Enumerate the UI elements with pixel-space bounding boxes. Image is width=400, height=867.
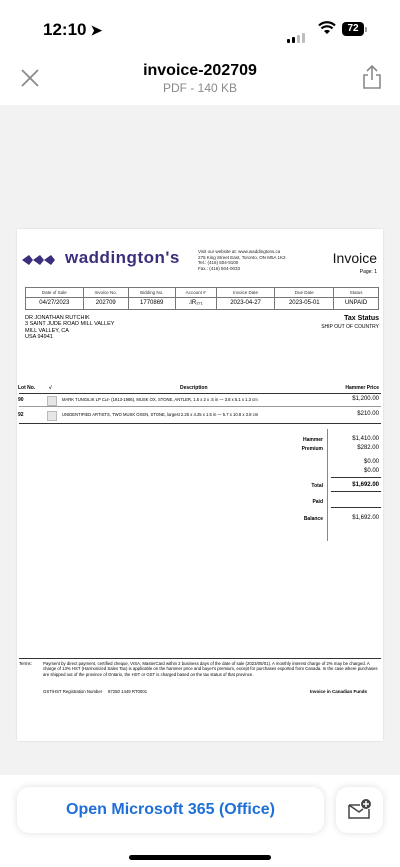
info-header: Invoice No. bbox=[83, 288, 128, 298]
brand-logo-mark-icon bbox=[21, 248, 61, 270]
lot-number: 92 bbox=[18, 412, 24, 418]
hammer-value: $1,410.00 bbox=[352, 436, 379, 442]
balance-value: $1,692.00 bbox=[352, 515, 379, 521]
totals-line bbox=[331, 507, 381, 508]
brand-name: waddington's bbox=[65, 248, 180, 267]
extra-charge-value: $0.00 bbox=[363, 468, 379, 474]
info-value: 2023-04-27 bbox=[216, 298, 275, 310]
hammer-label: Hammer bbox=[302, 437, 323, 443]
contact-line: Fax.: (416) 504-0033 bbox=[198, 265, 241, 271]
address-line: 3 SAINT JUDE ROAD MILL VALLEY bbox=[25, 321, 115, 328]
terms-text: Payment by direct payment, certified cheque, VISA, MasterCard within 2 business days of the date of sale (2023/05/01). A monthly interest charge of 2% may be charged. A charge of 13% HST (Harmonized Sales Tax) is applicable on the hammer price and buyer's premium, except for purchases exported from Canada. In the case where purchases are shipped out of the province of Ontario, the HST or GST is charged based on the tax status of that province. bbox=[43, 661, 378, 677]
info-header: Date of Sale bbox=[26, 288, 84, 298]
bottom-bar bbox=[0, 775, 400, 867]
totals-line bbox=[331, 477, 381, 478]
info-value: 2023-05-01 bbox=[275, 298, 334, 310]
home-indicator bbox=[129, 855, 271, 860]
battery-level: 72 bbox=[347, 23, 359, 34]
gst-number: 87250 1449 RT0001 bbox=[108, 689, 148, 694]
mail-add-icon bbox=[347, 798, 373, 822]
contact-line: Tel.: (416) 504-9100 bbox=[198, 260, 239, 266]
invoice-heading: Invoice bbox=[332, 250, 377, 266]
table-row bbox=[17, 409, 383, 421]
lot-checkbox bbox=[47, 396, 57, 406]
col-check-header: √ bbox=[49, 385, 52, 391]
company-contact bbox=[198, 249, 285, 272]
battery-tip bbox=[365, 27, 367, 32]
row-divider bbox=[19, 406, 381, 407]
table-divider bbox=[19, 423, 381, 424]
status-time-text: 12:10 bbox=[43, 20, 87, 39]
lot-description: UNIDENTIFIED ARTISTS, TWO MUSK OXEN, STONE, largest 2.25 x 4.25 x 1.5 in — 5.7 x 10.8 x 3.8 cm bbox=[62, 412, 259, 417]
col-price-header: Hammer Price bbox=[345, 385, 379, 391]
info-header: Invoice Date bbox=[216, 288, 275, 298]
lot-description: MARK TUNGILIK LP Cʟᴇ- (1913-1986), MUSK OX, STONE, ANTLER, 1.5 x 2 x .5 in — 3.8 x 5.1 x 1.3 cm bbox=[62, 397, 258, 402]
terms-divider bbox=[19, 658, 381, 659]
gst-label: GST/HST Registration Number bbox=[43, 689, 103, 694]
info-value: .IR₂₇₁ bbox=[175, 298, 216, 310]
premium-value: $282.00 bbox=[357, 445, 379, 451]
address-line: MILL VALLEY, CA bbox=[25, 327, 69, 334]
page-number: Page: 1 bbox=[359, 269, 377, 275]
total-value: $1,692.00 bbox=[352, 482, 379, 488]
table-row bbox=[17, 394, 383, 406]
extra-charge-value: $0.00 bbox=[363, 459, 379, 465]
nav-bar bbox=[0, 60, 400, 105]
totals-line bbox=[331, 491, 381, 492]
info-header: Due Date bbox=[275, 288, 334, 298]
info-value: 1770869 bbox=[128, 298, 175, 310]
currency-note: Invoice in Canadian Funds bbox=[309, 689, 367, 694]
battery-icon bbox=[342, 22, 364, 36]
invoice-info-table bbox=[25, 287, 379, 310]
signal-icon bbox=[287, 25, 307, 43]
wifi-icon bbox=[318, 21, 336, 35]
open-in-office-button[interactable]: Open Microsoft 365 (Office) bbox=[17, 787, 324, 833]
share-icon[interactable] bbox=[360, 64, 384, 90]
brand-logo bbox=[21, 248, 183, 270]
status-time bbox=[43, 20, 102, 40]
info-value: 04/27/2023 bbox=[26, 298, 84, 310]
lot-number: 90 bbox=[18, 397, 24, 403]
info-value: UNPAID bbox=[334, 298, 379, 310]
invoice-page bbox=[17, 229, 383, 741]
tax-status-label: Tax Status bbox=[344, 315, 379, 322]
paid-label: Paid bbox=[312, 499, 323, 505]
total-label: Total bbox=[311, 483, 323, 489]
info-header: Status bbox=[334, 288, 379, 298]
col-lot-header: Lot No. bbox=[18, 385, 36, 391]
document-preview[interactable] bbox=[0, 105, 400, 775]
terms-label: Terms: bbox=[19, 661, 32, 666]
totals-divider bbox=[327, 429, 328, 541]
file-title: invoice-202709 bbox=[143, 62, 257, 79]
info-value: 202709 bbox=[83, 298, 128, 310]
customer-address bbox=[25, 315, 114, 341]
balance-label: Balance bbox=[303, 516, 323, 522]
lot-price: $1,200.00 bbox=[352, 396, 379, 402]
col-desc-header: Description bbox=[180, 385, 208, 391]
tax-status-value: SHIP OUT OF COUNTRY bbox=[321, 324, 379, 330]
mail-add-button[interactable] bbox=[336, 787, 383, 833]
contact-line: Visit our website at: www.waddingtons.ca bbox=[198, 249, 281, 254]
location-arrow-icon: ➤ bbox=[90, 22, 103, 38]
premium-label: Premium bbox=[301, 446, 323, 452]
info-header: Account # bbox=[175, 288, 216, 298]
lot-price: $210.00 bbox=[357, 411, 379, 417]
lot-checkbox bbox=[47, 411, 57, 421]
status-bar bbox=[0, 0, 400, 60]
address-line: DR JONATHAN RUTCHIK bbox=[25, 315, 90, 321]
file-subtitle: PDF - 140 KB bbox=[162, 81, 238, 95]
contact-line: 275 King Street East, Toronto, ON M5A 1K2 bbox=[198, 254, 286, 260]
info-header: Bidding No. bbox=[128, 288, 175, 298]
address-line: USA 94941 bbox=[25, 334, 53, 341]
